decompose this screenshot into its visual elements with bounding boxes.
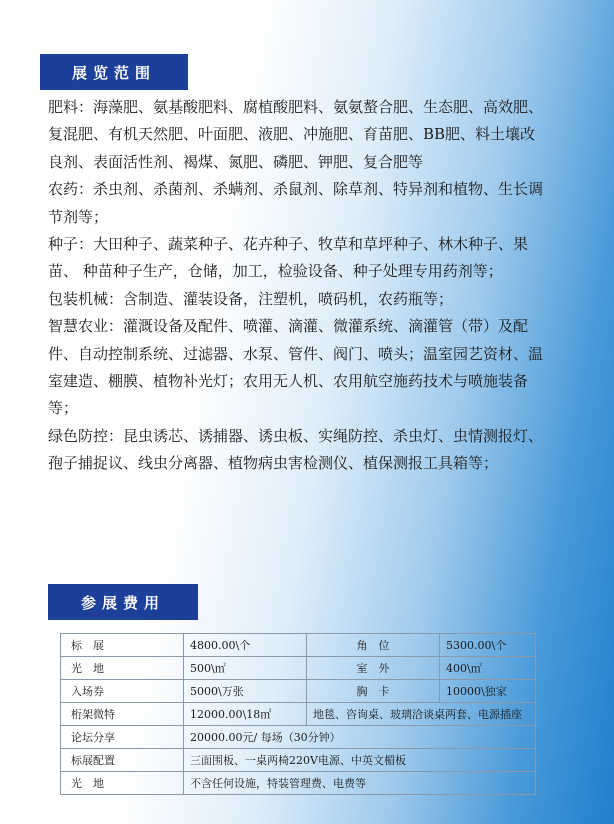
table-row bbox=[61, 703, 536, 726]
scope-pesticide: 农药：杀虫剂、杀菌剂、杀螨剂、杀鼠剂、除草剂、特异剂和植物、生长调节剂等； bbox=[48, 180, 544, 226]
fee-label: 论坛分享 bbox=[61, 726, 184, 749]
fee-value: 10000\独家 bbox=[440, 680, 536, 703]
scope-smart-agriculture: 智慧农业：灌溉设备及配件、喷灌、滴灌、微灌系统、滴灌管（带）及配件、自动控制系统、过滤器、水泵、管件、阀门、喷头；温室园艺资材、温室建造、棚膜、植物补光灯；农用无人机、农用航空施药技术与喷施装备等； bbox=[48, 317, 544, 418]
fee-label: 入场券 bbox=[61, 680, 184, 703]
fee-value: 20000.00元/ 每场（30分钟） bbox=[184, 726, 536, 749]
fee-value: 4800.00\个 bbox=[184, 634, 307, 657]
scope-seeds: 种子：大田种子、蔬菜种子、花卉种子、牧草和草坪种子、林木种子、果苗、 种苗种子生产，仓储，加工，检验设备、种子处理专用药剂等； bbox=[48, 235, 529, 281]
fee-label: 桁架微特 bbox=[61, 703, 184, 726]
fee-value: 500\㎡ bbox=[184, 657, 307, 680]
fees-table bbox=[60, 633, 536, 795]
scope-heading: 展览范围 bbox=[40, 54, 188, 90]
table-row bbox=[61, 726, 536, 749]
table-row bbox=[61, 657, 536, 680]
table-row bbox=[61, 772, 536, 795]
fees-heading: 参展费用 bbox=[48, 584, 198, 620]
fee-value: 5000\万张 bbox=[184, 680, 307, 703]
fee-label: 角 位 bbox=[307, 634, 440, 657]
table-row bbox=[61, 680, 536, 703]
fee-label: 光 地 bbox=[61, 772, 184, 795]
fee-value: 12000.00\18㎡ bbox=[184, 703, 307, 726]
fee-value: 400\㎡ bbox=[440, 657, 536, 680]
fee-label: 胸 卡 bbox=[307, 680, 440, 703]
scope-packaging: 包装机械：含制造、灌装设备，注塑机，喷码机，农药瓶等； bbox=[48, 289, 454, 308]
scope-text bbox=[48, 94, 548, 478]
scope-fertilizer: 肥料：海藻肥、氨基酸肥料、腐植酸肥料、氨氨螯合肥、生态肥、高效肥、复混肥、有机天然肥、叶面肥、液肥、冲施肥、育苗肥、BB肥、料土壤改良剂、表面活性剂、褐煤、氮肥、磷肥、钾肥、复合肥等 bbox=[48, 98, 544, 171]
fee-value: 不含任何设施，特装管理费、电费等 bbox=[184, 772, 536, 795]
fee-label: 标展配置 bbox=[61, 749, 184, 772]
fee-label: 标 展 bbox=[61, 634, 184, 657]
fee-label: 光 地 bbox=[61, 657, 184, 680]
fee-value: 5300.00\个 bbox=[440, 634, 536, 657]
table-row bbox=[61, 634, 536, 657]
scope-green-control: 绿色防控：昆虫诱芯、诱捕器、诱虫板、实绳防控、杀虫灯、虫情测报灯、 孢子捕捉议、线虫分离器、植物病虫害检测仪、植保测报工具箱等； bbox=[48, 426, 544, 473]
table-row bbox=[61, 749, 536, 772]
fee-label: 室 外 bbox=[307, 657, 440, 680]
fee-note: 地毯、咨询桌、玻璃洽谈桌两套、电源插座 bbox=[307, 703, 536, 726]
fee-value: 三面围板、一桌两椅220V电源、中英文楣板 bbox=[184, 749, 536, 772]
